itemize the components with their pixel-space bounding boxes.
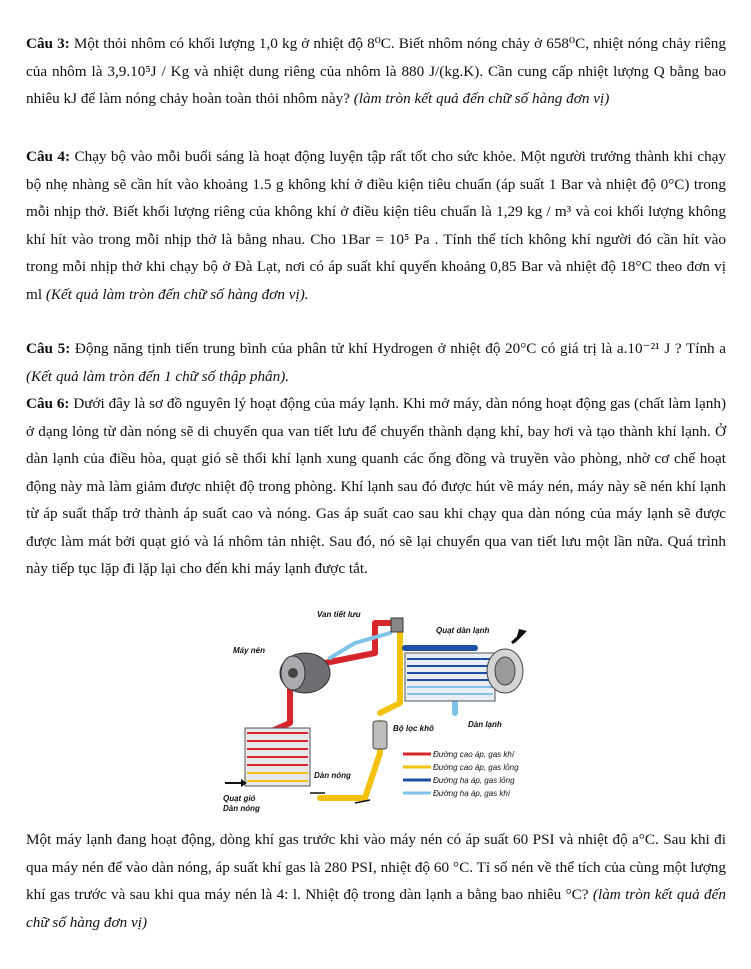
legend-item-1: Đường cao áp, gas khí: [433, 750, 515, 759]
air-conditioner-diagram: [215, 603, 535, 815]
label-filter-drier: Bộ lọc khô: [393, 724, 434, 733]
question-5: [26, 335, 726, 390]
legend: [403, 750, 519, 798]
question-4-text: Chạy bộ vào mỗi buổi sáng là hoạt động luyện tập rất tốt cho sức khỏe. Một người trưởng thành khi chạy bộ nhẹ nhàng sẽ cần hít vào khoảng 1.5 g không khí ở điều kiện tiêu chuẩn (áp suất 1 Bar và nhiệt độ 0°C) trong mỗi nhịp thở. Biết khối lượng riêng của không khí ở điều kiện tiêu chuẩn là 1,29 kg / m³ và coi khối lượng không khí hít vào trong mỗi nhịp thở là bằng nhau. Cho 1Bar = 10⁵ Pa . Tính thể tích không khí người đó cần hít vào trong mỗi nhịp thở khi chạy bộ ở Đà Lạt, nơi có áp suất khí quyển khoảng 0,85 Bar và nhiệt độ 18°C theo đơn vị ml: [26, 148, 726, 303]
question-6-note: (làm tròn kết quả đến chữ số hàng đơn vị): [26, 886, 726, 931]
question-5-label: Câu 5:: [26, 340, 71, 357]
question-4-note: (Kết quả làm tròn đến chữ số hàng đơn vị).: [45, 285, 309, 303]
blower-fan-icon: [487, 649, 523, 693]
legend-item-2: Đường cao áp, gas lỏng: [433, 763, 519, 772]
question-6-text-2: Một máy lạnh đang hoạt động, dòng khí gas trước khi vào máy nén có áp suất 60 PSI và nhiệt độ a°C. Sau khi đi qua máy nén để vào dàn nóng, áp suất khí gas là 280 PSI, nhiệt độ 60 °C. Tỉ số nén về thể tích của cùng một lượng khí gas trước và sau khi qua máy nén là 4: l. Nhiệt độ trong dàn lạnh a bằng bao nhiêu °C?: [26, 831, 726, 903]
evaporator-coil-icon: [405, 653, 495, 701]
label-evaporator: Dàn lạnh: [468, 720, 502, 729]
question-6: [26, 390, 726, 583]
question-5-note: (Kết quả làm tròn đến 1 chữ số thập phân).: [26, 367, 290, 385]
question-3-label: Câu 3:: [26, 35, 70, 52]
question-3-note: (làm tròn kết quả đến chữ số hàng đơn vị): [353, 90, 610, 107]
label-compressor: Máy nén: [233, 646, 266, 655]
question-6-text: Dưới đây là sơ đồ nguyên lý hoạt động của máy lạnh. Khi mở máy, dàn nóng hoạt động gas (chất làm lạnh) ở dạng lỏng từ dàn nóng sẽ di chuyển qua van tiết lưu để chuyển thành dạng khí, bay hơi và tạo thành khí lạnh. Ở dàn lạnh của điều hòa, quạt gió sẽ thổi khí lạnh xung quanh các ống đồng và truyền vào phòng, nhờ cơ chế hoạt động này mà làm giảm được nhiệt độ trong phòng. Khí lạnh sau đó được hút về máy nén, máy này sẽ nén khí lạnh từ áp suất thấp trở thành áp suất cao và nóng. Gas áp suất cao sau khi chạy qua dàn nóng của máy lạnh sẽ được được làm mát bởi quạt gió và lá nhôm tản nhiệt. Sau đó, nó sẽ lại chuyển qua van tiết lưu một lần nữa. Quá trình này tiếp tục lặp đi lặp lại cho đến khi máy lạnh được tắt.: [26, 395, 727, 577]
condenser-coil-icon: [245, 728, 310, 786]
label-condenser: Dàn nóng: [314, 771, 351, 780]
legend-item-4: Đường hạ áp, gas khí: [433, 789, 511, 798]
question-4-label: Câu 4:: [26, 148, 71, 165]
pipe-high-liquid-bottom: [320, 723, 380, 798]
label-fan: Quạt gió: [223, 794, 256, 803]
question-3: [26, 30, 726, 113]
label-blower: Quạt dàn lạnh: [436, 626, 490, 635]
label-condenser-2: Dàn nóng: [223, 804, 260, 813]
label-expansion-valve: Van tiết lưu: [317, 610, 361, 619]
question-6-part-2: [26, 826, 726, 936]
question-4: [26, 143, 726, 308]
filter-drier-icon: [373, 721, 387, 749]
question-3-text: Một thỏi nhôm có khối lượng 1,0 kg ở nhiệt độ 8⁰C. Biết nhôm nóng chảy ở 658⁰C, nhiệt nóng chảy riêng của nhôm là 3,9.10⁵J / Kg và nhiệt dung riêng của nhôm là 880 J/(kg.K). Cần cung cấp nhiệt lượng Q bằng bao nhiêu kJ để làm nóng chảy hoàn toàn thỏi nhôm này?: [26, 35, 726, 107]
question-5-text: Động năng tịnh tiến trung bình của phân tử khí Hydrogen ở nhiệt độ 20°C có giá trị là a.10⁻²¹ J ? Tính a: [74, 340, 726, 357]
question-6-label: Câu 6:: [26, 395, 70, 412]
expansion-valve-icon: [391, 618, 403, 632]
compressor-icon: [280, 653, 330, 693]
legend-item-3: Đường hạ áp, gas lỏng: [433, 776, 515, 785]
